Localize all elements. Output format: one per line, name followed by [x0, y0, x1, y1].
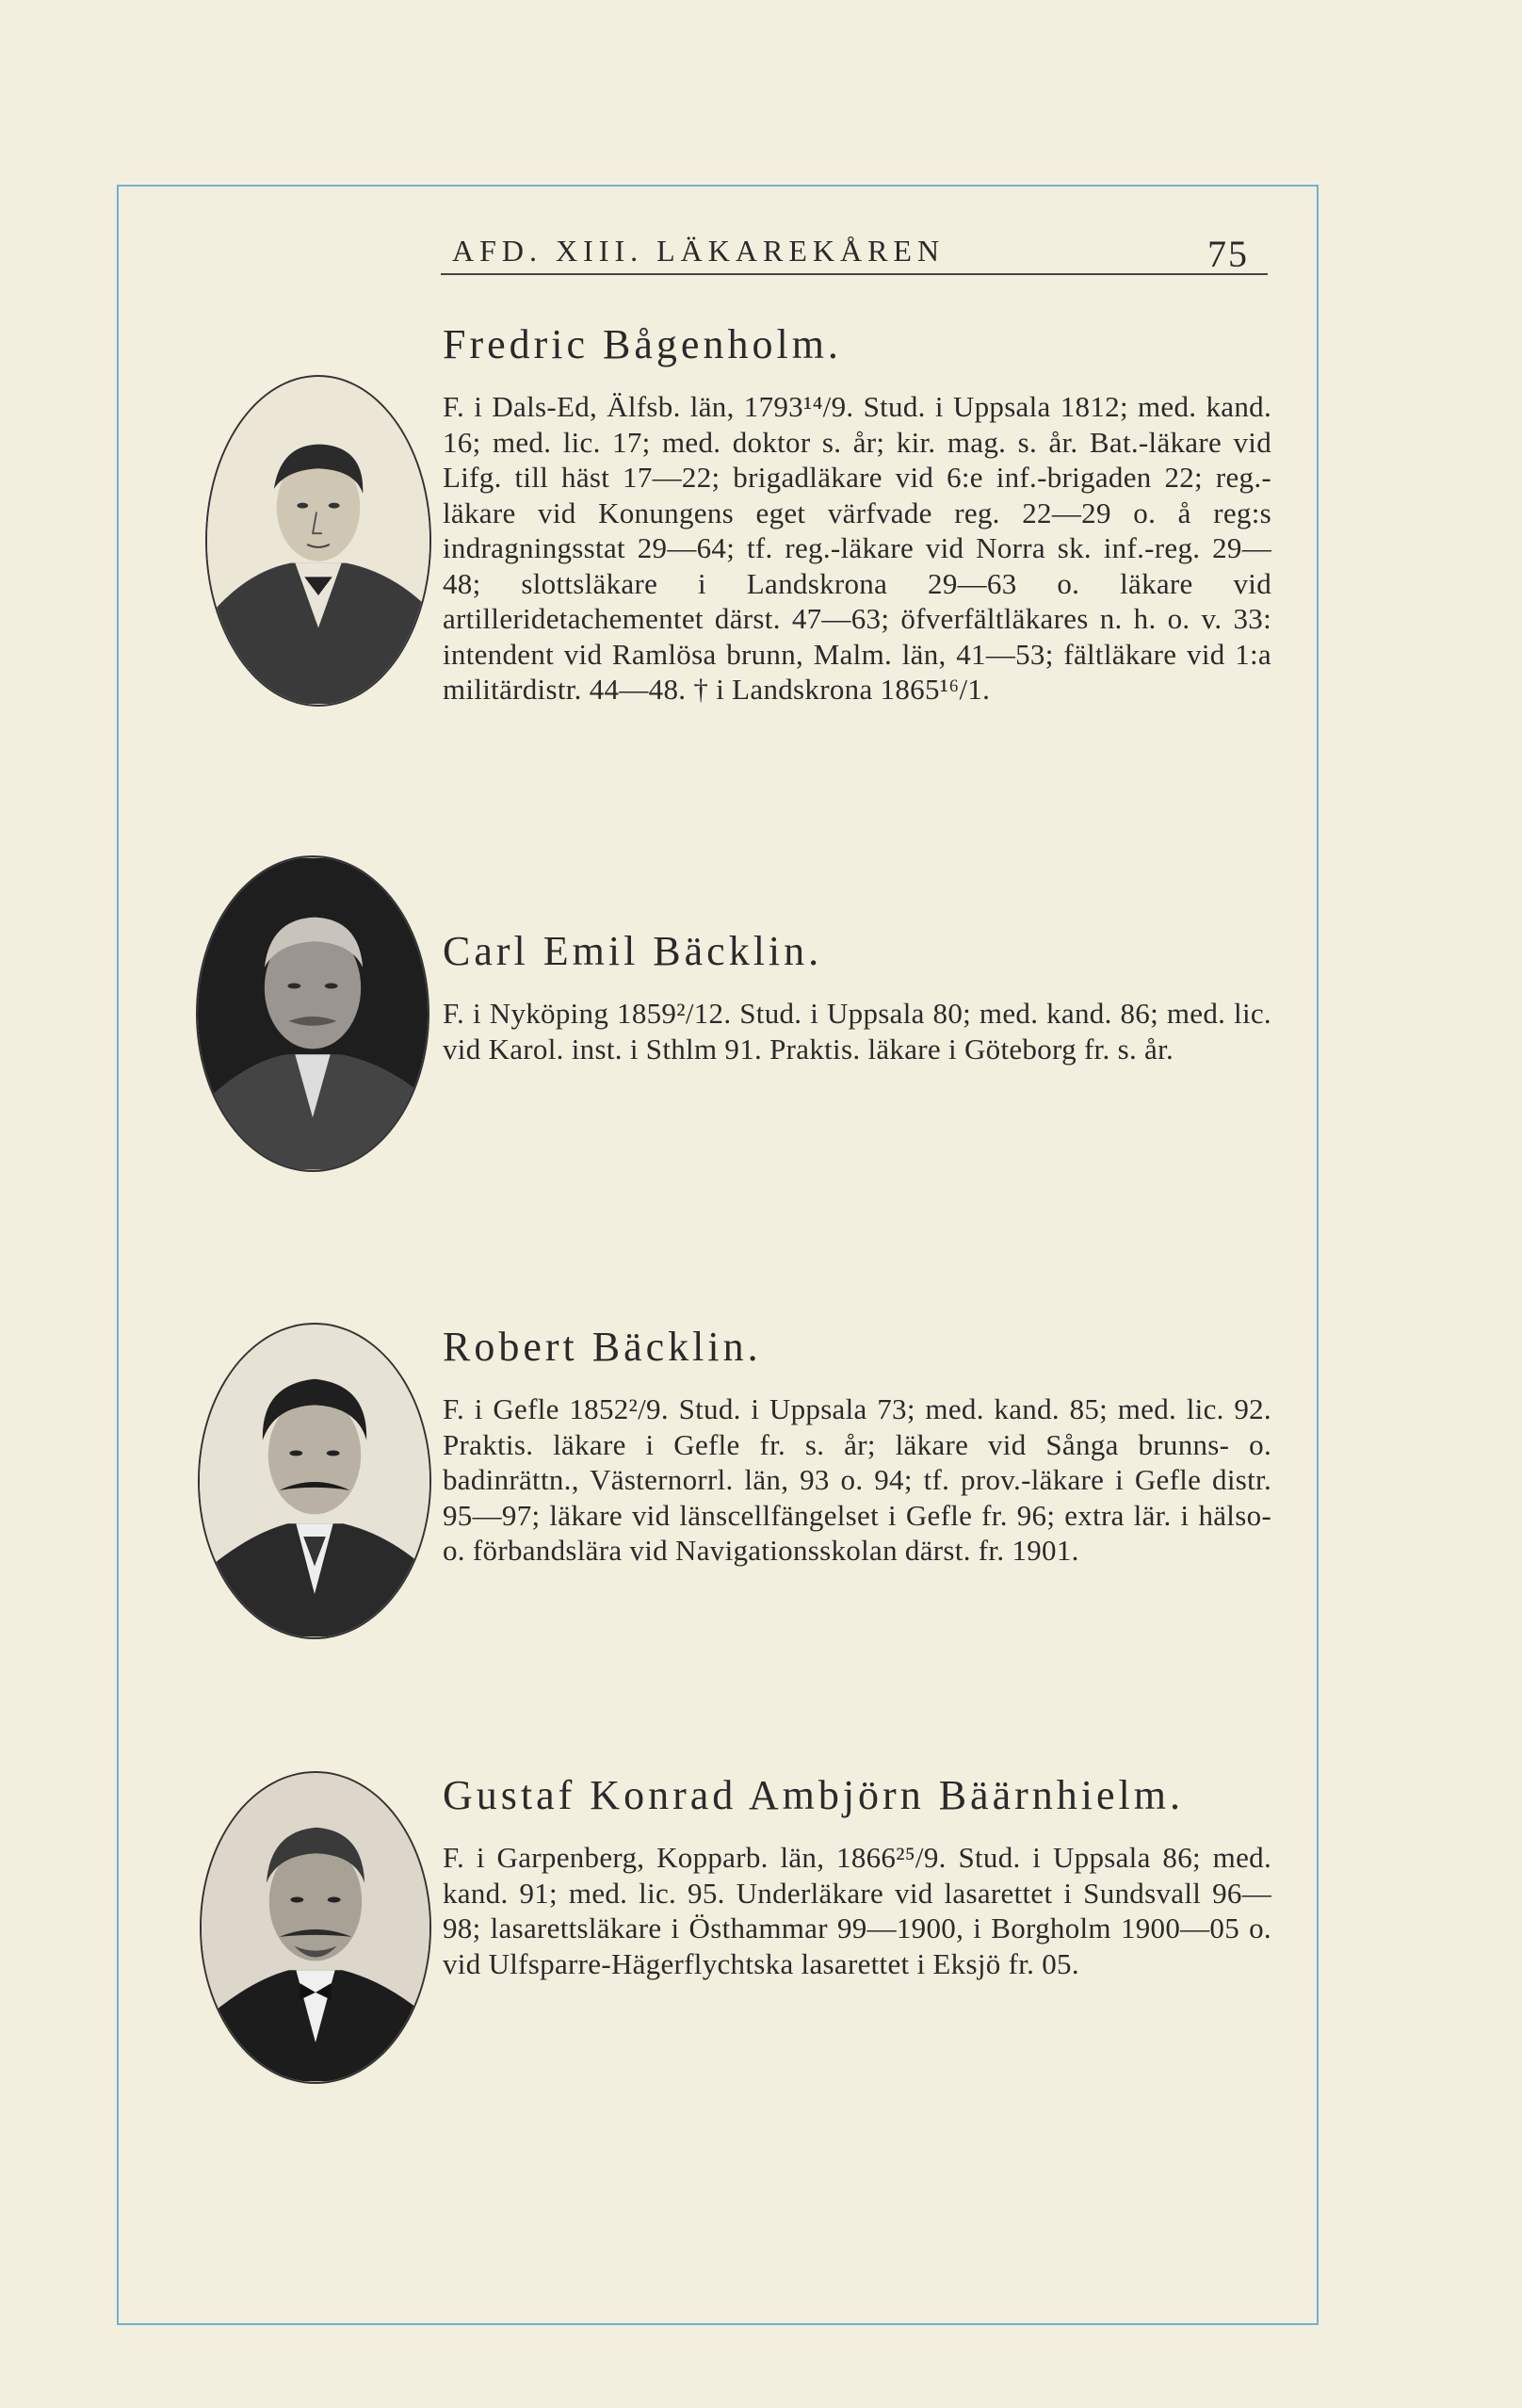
portrait-robert-backlin — [198, 1323, 431, 1639]
entry-name: Carl Emil Bäcklin. — [443, 928, 823, 974]
portrait-engraving-icon — [207, 377, 429, 705]
portrait-gustaf-baarnhielm — [200, 1771, 431, 2084]
entry-biography: F. i Garpenberg, Kopparb. län, 1866²⁵/9. Stud. i Uppsala 86; med. kand. 91; med. lic. 95. Underläkare vid lasarettet i Sundsvall 96—98; lasarettsläkare i Östhammar 99—1900, i Borgholm 1900—05 o. vid Ulfsparre-Hägerflychtska lasarettet i Eksjö fr. 05. — [443, 1841, 1271, 1980]
portrait-photo-icon — [198, 857, 428, 1170]
entry-carl-emil-backlin — [443, 927, 1271, 1066]
entry-biography: F. i Nyköping 1859²/12. Stud. i Uppsala 80; med. kand. 86; med. lic. vid Karol. inst. i Sthlm 91. Praktis. läkare i Göteborg fr. s. år. — [443, 997, 1271, 1066]
page-number: 75 — [1207, 233, 1249, 275]
entry-name: Fredric Bågenholm. — [443, 321, 842, 367]
running-head: AFD. XIII. LÄKAREKÅREN — [452, 234, 946, 268]
portrait-fredric-bagenholm — [205, 375, 431, 707]
entry-robert-backlin — [443, 1323, 1271, 1569]
portrait-photo-icon — [200, 1325, 429, 1637]
entry-fredric-bagenholm — [443, 320, 1271, 708]
header-rule — [441, 273, 1268, 275]
entry-gustaf-baarnhielm — [443, 1771, 1271, 1981]
portrait-photo-icon — [202, 1773, 429, 2082]
entry-biography: F. i Dals-Ed, Älfsb. län, 1793¹⁴/9. Stud. i Uppsala 1812; med. kand. 16; med. lic. 17; med. doktor s. år; kir. mag. s. år. Bat.-läkare vid Lifg. till häst 17—22; brigadläkare vid 6:e inf.-brigaden 22; reg.-läkare vid Konungens eget värfvade reg. 22—29 o. å reg:s indragningsstat 29—64; tf. reg.-läkare vid Norra sk. inf.-reg. 29—48; slottsläkare i Landskrona 29—63 o. läkare vid artilleridetachementet därst. 47—63; öfverfältläkares n. h. o. v. 33: intendent vid Ramlösa brunn, Malm. län, 41—53; fältläkare vid 1:a militärdistr. 44—48. † i Landskrona 1865¹⁶/1. — [443, 390, 1271, 706]
entry-name: Robert Bäcklin. — [443, 1324, 762, 1370]
entry-name: Gustaf Konrad Ambjörn Bäärnhielm. — [443, 1772, 1184, 1818]
portrait-carl-emil-backlin — [196, 855, 429, 1172]
entry-biography: F. i Gefle 1852²/9. Stud. i Uppsala 73; med. kand. 85; med. lic. 92. Praktis. läkare i Gefle fr. s. år; läkare vid Sånga brunns- o. badinrättn., Västernorrl. län, 93 o. 94; tf. prov.-läkare i Gefle distr. 95—97; läkare vid länscellfängelset i Gefle fr. 96; extra lär. i hälso- o. förbandslära vid Navigationsskolan därst. fr. 1901. — [443, 1392, 1271, 1567]
